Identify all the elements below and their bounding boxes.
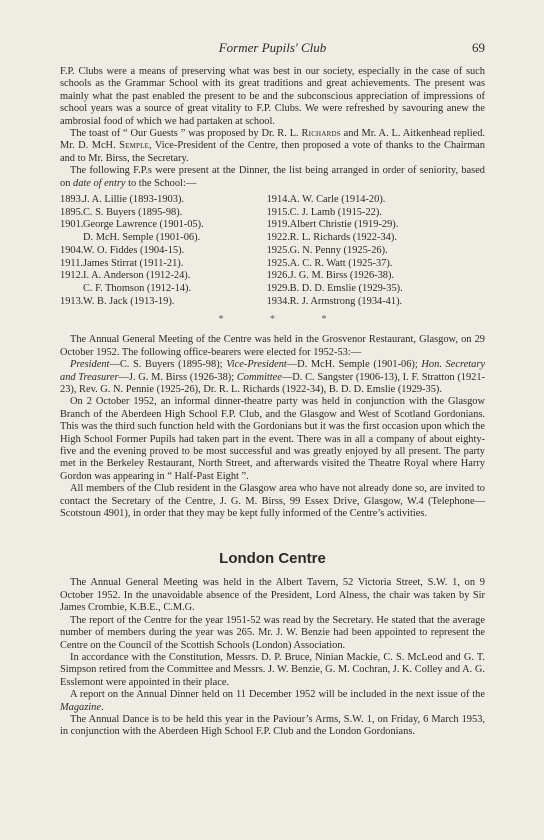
list-item	[267, 296, 465, 309]
attendee-column-left	[60, 194, 258, 308]
entry-year	[60, 232, 83, 245]
list-item	[60, 194, 258, 207]
list-item	[60, 245, 258, 258]
list-item	[267, 232, 465, 245]
list-item	[60, 219, 258, 232]
attendee-name: C. J. Lamb (1915-22).	[289, 206, 382, 218]
list-item	[267, 207, 465, 220]
text-run: .	[100, 701, 104, 713]
entry-year: 1901.	[60, 219, 84, 231]
small-caps-name: Richards	[301, 128, 341, 140]
attendee-name: W. O. Fiddes (1904-15).	[83, 244, 185, 256]
agm-paragraph: The Annual General Meeting of the Centre was held in the Grosvenor Restaurant, Glasgow, on 29 October 1952. The following office-bearers were elected for 1952-53:—	[60, 334, 485, 358]
attendee-name: W. B. Jack (1913-19).	[83, 295, 175, 307]
page-header	[60, 40, 485, 60]
emphasis: date of entry	[73, 177, 126, 189]
role-label: Committee	[236, 371, 282, 383]
running-title: Former Pupils' Club	[218, 40, 327, 55]
entry-year: 1904.	[60, 244, 84, 256]
attendee-name: J. G. M. Birss (1926-38).	[289, 270, 395, 282]
text-run: The following F.P.s were present at the Dinner, the list being arranged in order of seniority, based on	[60, 165, 485, 189]
entry-year: 1911.	[60, 257, 83, 269]
attendee-name: Albert Christie (1919-29).	[289, 219, 399, 231]
intro-paragraph: F.P. Clubs were a means of preserving what was best in our society, especially in the case of such schools as the Grammar School with its great traditions and great achievements. The present was mainly what the past enabled the present to be and the subconscious appreciation of impressions of school years was a source of great vitality to F.P. Clubs. We were refreshed by savouring anew the ambrosial food of which we had partaken at school.	[60, 66, 485, 127]
list-item	[267, 219, 465, 232]
list-item	[60, 232, 258, 245]
small-caps-name: Semple	[119, 140, 150, 152]
entry-year: 1914.	[266, 194, 290, 206]
entry-year: 1934.	[266, 295, 290, 307]
text-run: —J. G. M. Birss (1926-38);	[118, 371, 237, 383]
page-number: 69	[472, 40, 485, 55]
text-run: to the School:—	[125, 177, 197, 189]
entry-year: 1919.	[266, 219, 290, 231]
list-item	[60, 283, 258, 296]
attendee-name: A. W. Carle (1914-20).	[289, 194, 386, 206]
attendee-name: George Lawrence (1901-05).	[83, 219, 204, 231]
office-bearers-paragraph	[60, 359, 485, 396]
text-run: The toast of “ Our Guests ” was proposed by Dr. R. L.	[70, 128, 302, 140]
section-ornament: * * *	[218, 314, 349, 326]
list-item	[267, 283, 465, 296]
london-dinner-paragraph	[60, 689, 485, 714]
list-item	[267, 194, 465, 207]
emphasis: Magazine	[60, 701, 101, 713]
attendee-list	[60, 194, 465, 308]
entry-year: 1925.	[266, 257, 290, 269]
role-label: Vice-President	[226, 359, 287, 371]
entry-year: 1929.	[266, 282, 290, 294]
attendee-name: C. S. Buyers (1895-98).	[83, 206, 183, 218]
attendee-name: J. A. Lillie (1893-1903).	[83, 194, 185, 206]
entry-year	[60, 283, 83, 296]
attendee-name: I. A. Anderson (1912-24).	[83, 270, 191, 282]
entry-year: 1893.	[60, 194, 84, 206]
attendee-name: G. N. Penny (1925-26).	[289, 244, 388, 256]
attendee-name: D. McH. Semple (1901-06).	[83, 232, 201, 244]
toast-paragraph	[60, 128, 485, 165]
attendee-column-right	[267, 194, 465, 308]
role-label: Hon. Secretary and Treasurer	[60, 359, 485, 383]
entry-year: 1922.	[266, 232, 290, 244]
attendee-name: R. L. Richards (1922-34).	[289, 232, 397, 244]
text-run: and Mr. A. L. Aitkenhead replied. Mr. D. McH.	[60, 128, 485, 152]
entry-year: 1913.	[60, 295, 84, 307]
entry-year: 1915.	[266, 206, 290, 218]
list-item	[60, 207, 258, 220]
list-item	[60, 270, 258, 283]
list-item	[60, 258, 258, 271]
text-run: , Vice-President of the Centre, then proposed a vote of thanks to the Chairman and to Mr. Birss, the Secretary.	[60, 140, 485, 164]
list-item	[267, 270, 465, 283]
attendee-name: A. C. R. Watt (1925-37).	[289, 257, 393, 269]
list-item	[267, 245, 465, 258]
text-run: A report on the Annual Dinner held on 11 December 1952 will be included in the next issue of the	[70, 689, 485, 701]
attendee-name: James Stirrat (1911-21).	[83, 257, 184, 269]
london-agm-paragraph: The Annual General Meeting was held in the Albert Tavern, 52 Victoria Street, S.W. 1, on 9 October 1952. In the unavoidable absence of the President, Lord Alness, the chair was taken by Sir James Crombie, K.B.E., C.M.G.	[60, 577, 485, 614]
attendee-name: B. D. D. Emslie (1929-35).	[289, 282, 403, 294]
attendee-name: R. J. Armstrong (1934-41).	[289, 295, 403, 307]
list-item	[60, 296, 258, 309]
role-label: President	[70, 359, 110, 371]
entry-year: 1925.	[266, 244, 290, 256]
text-run: —C. S. Buyers (1895-98);	[109, 359, 227, 371]
contact-paragraph: All members of the Club resident in the Glasgow area who have not already done so, are invited to contact the Secretary of the Centre, J. G. M. Birss, 99 Essex Drive, Glasgow, W.4 (Telephone—Scotstoun 4901), in order that they may be kept fully informed of the Centre’s activities.	[60, 483, 485, 520]
dinner-theatre-paragraph: On 2 October 1952, an informal dinner-theatre party was held in conjunction with the Glasgow Branch of the Aberdeen High School F.P. Club, and the Glasgow and West of Scotland Gordonians. This was the third such function held with the Gordonians but it was the first occasion upon which the High School Former Pupils had taken part in the event. There was in all a company of about eighty-five and the evening proved to be most successful and was greatly enjoyed by all present. The party met in the Berkeley Restaurant, North Street, and afterwards visited the Theatre Royal where Harry Gordon was appearing in “ Half-Past Eight ”.	[60, 396, 485, 482]
london-dance-paragraph: The Annual Dance is to be held this year in the Paviour’s Arms, S.W. 1, on Friday, 6 March 1953, in conjunction with the Aberdeen High School F.P. Club and the London Gordonians.	[60, 713, 485, 738]
list-intro-paragraph	[60, 165, 485, 190]
list-item	[267, 258, 465, 271]
entry-year: 1895.	[60, 206, 84, 218]
london-report-paragraph: The report of the Centre for the year 1951-52 was read by the Secretary. He stated that the average number of members during the year was 265. Mr. J. W. Benzie had been appointed to represent the Centre on the Council of the Scottish Schools (London) Association.	[60, 614, 485, 651]
entry-year: 1926.	[266, 270, 290, 282]
attendee-name: C. F. Thomson (1912-14).	[83, 282, 192, 294]
entry-year: 1912.	[60, 270, 84, 282]
text-run: —D. McH. Semple (1901-06);	[286, 359, 422, 371]
section-heading-london: London Centre	[219, 550, 326, 568]
text-run: —D. C. Sangster (1906-13), I. F. Stratton (1921-23), Rev. G. N. Pennie (1925-26), Dr. R. L. Richards (1922-34), B. D. D. Emslie (1929-35).	[60, 371, 486, 396]
london-committee-paragraph: In accordance with the Constitution, Messrs. D. P. Bruce, Ninian Mackie, C. S. McLeod and G. T. Simpson retired from the Committee and Messrs. J. W. Benzie, G. M. Cochran, J. K. Colley and A. G. Esslemont were appointed in their place.	[60, 651, 485, 688]
